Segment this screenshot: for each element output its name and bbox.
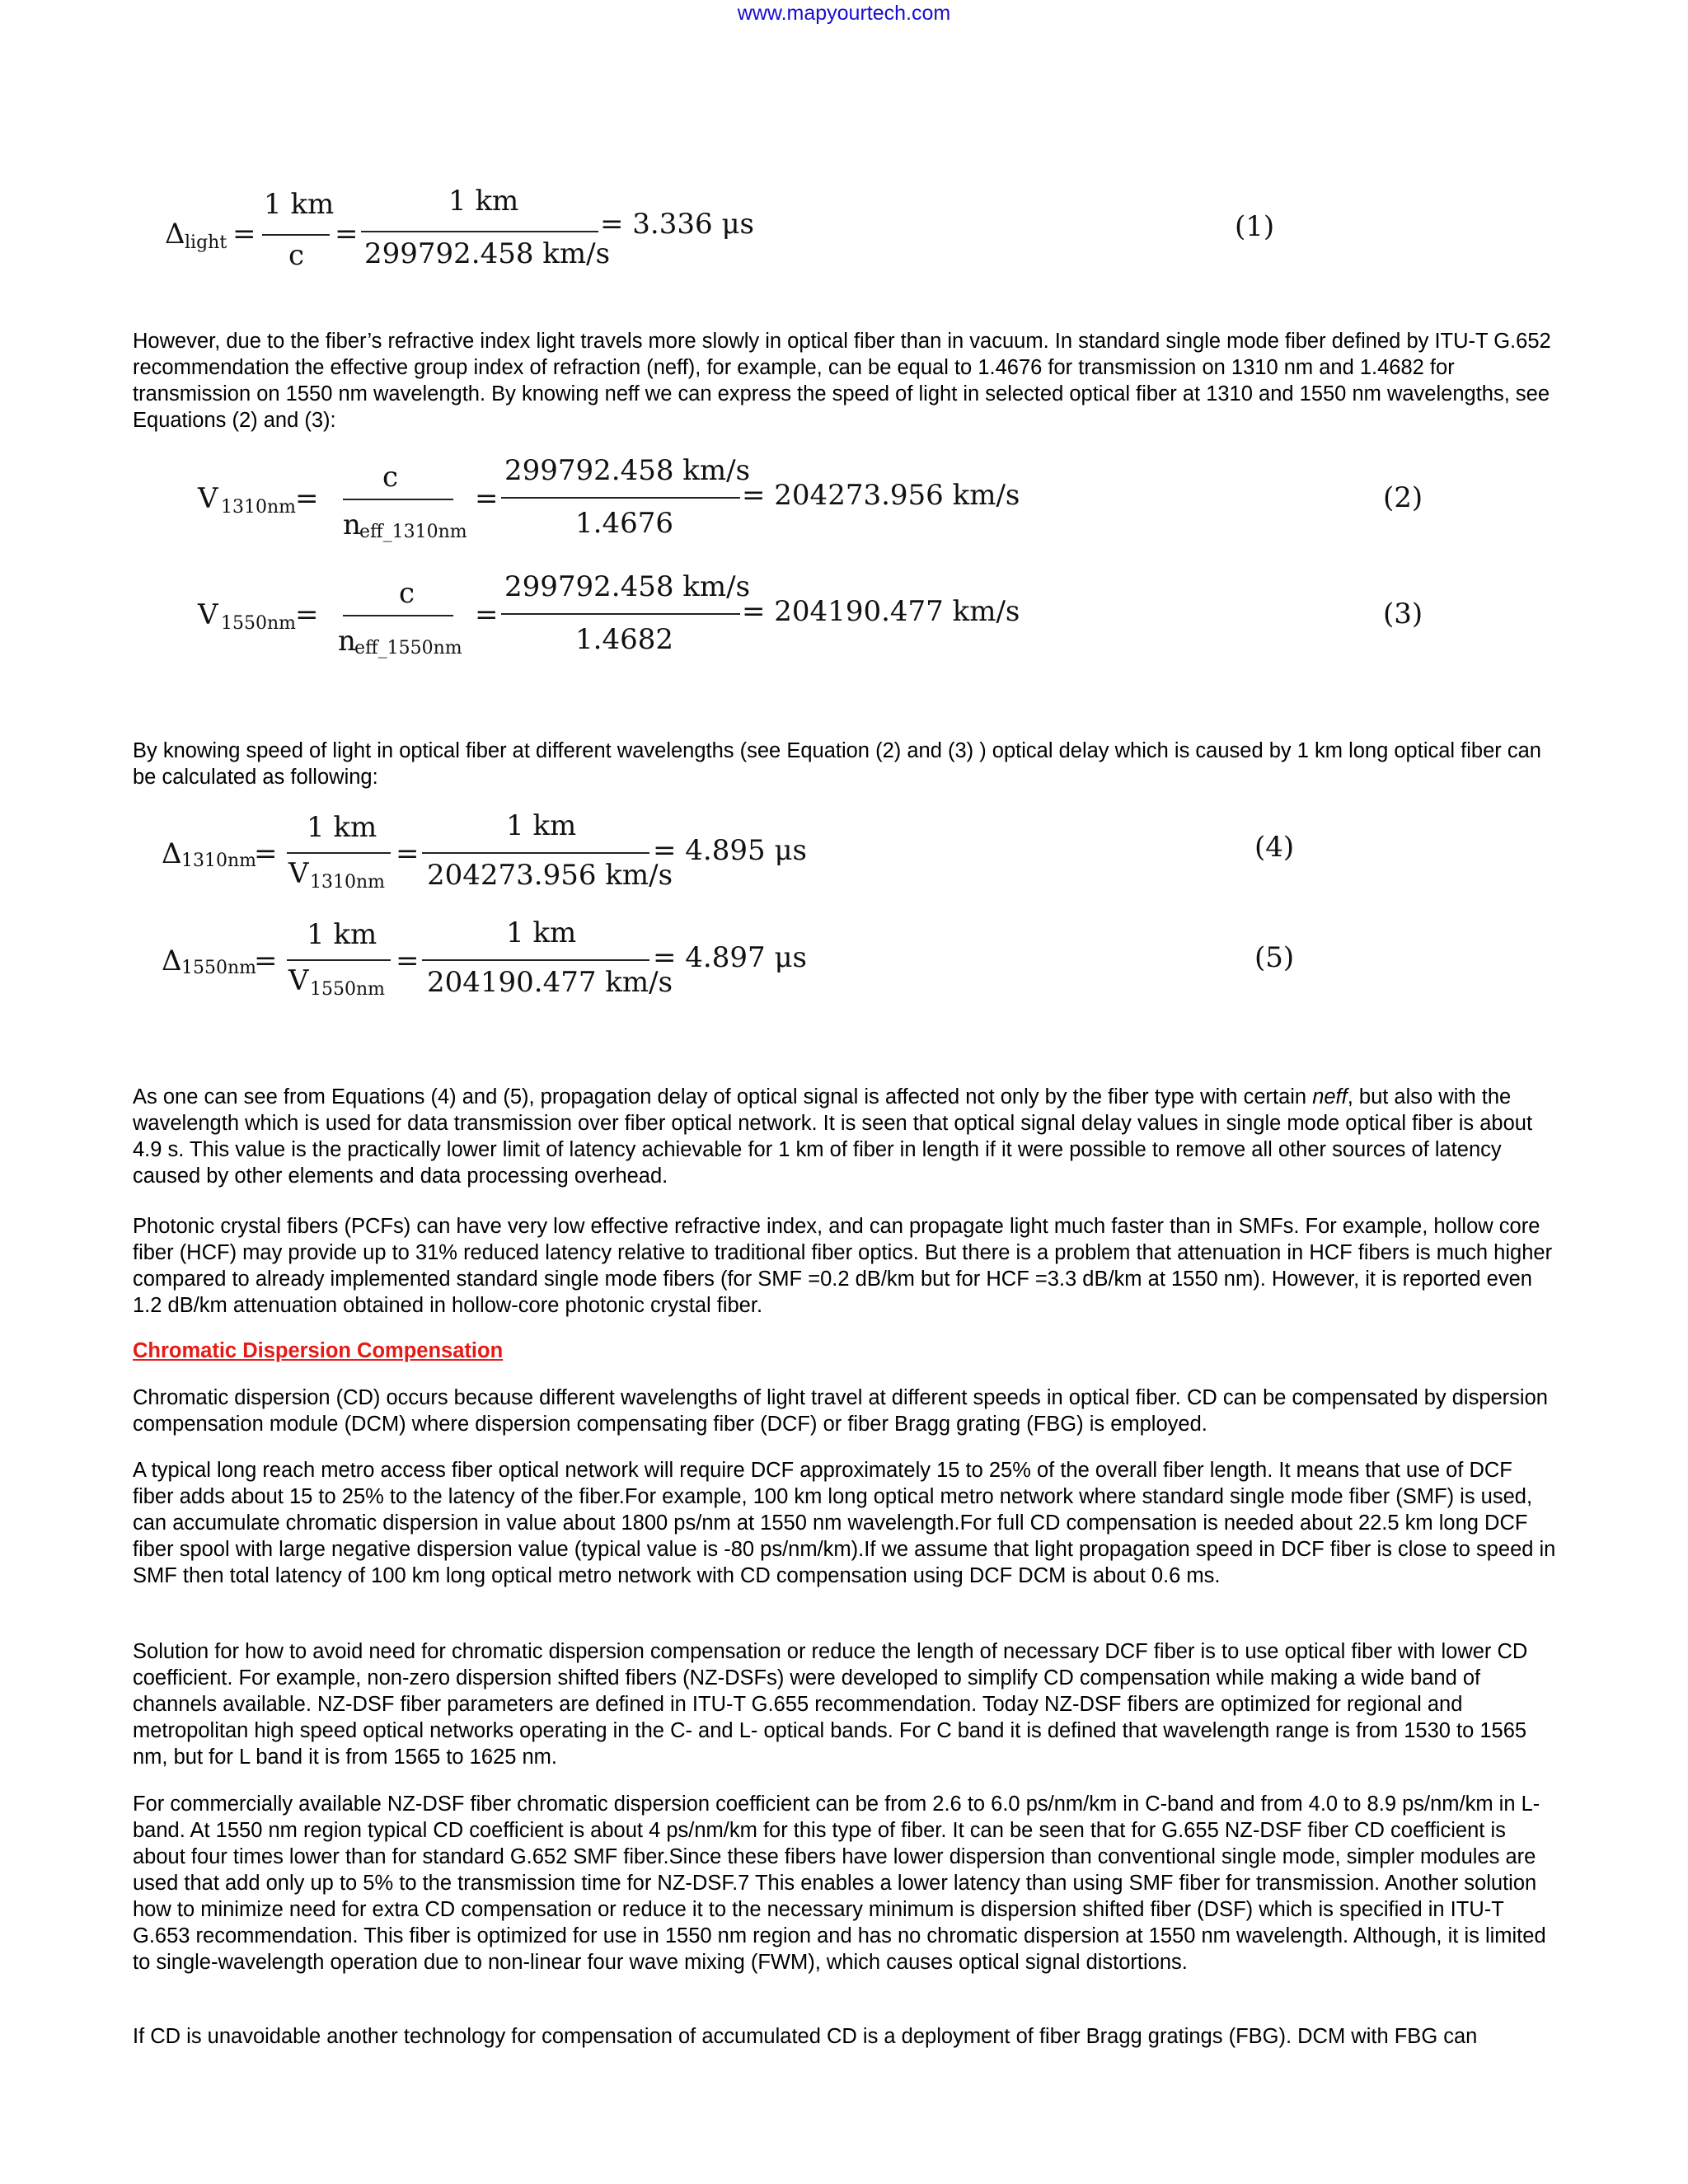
eq-equals: = <box>232 218 256 251</box>
eq-fraction-1-numerator: 1 km <box>264 188 335 221</box>
paragraph: Solution for how to avoid need for chromatic dispersion compensation or reduce the length of necessary DCF fiber is to use optical fiber with lower CD coefficient. For example, non-zero dispersion shifted fibers (NZ-DSFs) were developed to simplify CD compensation while making a wide band of channels available. NZ-DSF fiber parameters are defined in ITU-T G.655 recommendation. Today NZ-DSF fibers are optimized for regional and metropolitan high speed optical networks operating in the C- and L- optical bands. For C band it is defined that wavelength range is from 1530 to 1565 nm, but for L band it is from 1565 to 1625 nm. <box>133 1640 1528 1769</box>
eq-fraction-2-numerator: 1 km <box>506 809 577 842</box>
eq-fraction-1-denominator: c <box>288 239 305 272</box>
eq-fraction-1-denominator-subscript: eff_1550nm <box>354 638 462 658</box>
eq-result: = 4.895 μs <box>653 834 807 867</box>
equation-number: (5) <box>1254 941 1295 974</box>
eq-fraction-2-denominator: 204273.956 km/s <box>427 859 673 892</box>
eq-fraction-1-numerator: 1 km <box>307 811 377 844</box>
eq-fraction-1-bar <box>287 852 391 854</box>
paragraph: Chromatic dispersion (CD) occurs because different wavelengths of light travel at different speeds in optical fiber. CD can be compensated by dispersion compensation module (DCM) where dispersion compensating fiber (DCF) or fiber Bragg grating (FBG) is employed. <box>133 1386 1548 1436</box>
paragraph <box>133 1084 1559 1189</box>
emphasis-neff: neff <box>1312 1085 1348 1108</box>
eq-lhs-subscript: light <box>185 232 227 253</box>
eq-equals: = <box>254 837 278 870</box>
eq-fraction-2-bar <box>501 613 740 615</box>
eq-fraction-1-numerator: c <box>399 577 415 610</box>
eq-fraction-2-denominator: 1.4682 <box>575 623 673 656</box>
eq-equals: = <box>475 598 499 631</box>
eq-fraction-1-denominator: n <box>338 625 356 658</box>
paragraph: A typical long reach metro access fiber optical network will require DCF approximately 15 to 25% of the overall fiber length. It means that use of DCF fiber adds about 15 to 25% to the latency of the fiber.For example, 100 km long optical metro network where standard single mode fiber (SMF) is used, can accumulate chromatic dispersion in value about 1800 ps/nm at 1550 nm wavelength.For full CD compensation is needed about 22.5 km long DCF fiber spool with large negative dispersion value (typical value is -80 ps/nm/km).If we assume that light propagation speed in DCF fiber is close to speed in SMF then total latency of 100 km long optical metro network with CD compensation using DCF DCM is about 0.6 ms. <box>133 1459 1556 1587</box>
section-heading-link[interactable]: Chromatic Dispersion Compensation <box>133 1339 504 1362</box>
eq-lhs-subscript: 1310nm <box>181 851 257 871</box>
paragraph: If CD is unavoidable another technology for compensation of accumulated CD is a deployment of fiber Bragg gratings (FBG). DCM with FBG can <box>133 2025 1478 2048</box>
paragraph: Photonic crystal fibers (PCFs) can have very low effective refractive index, and can propagate light much faster than in SMFs. For example, hollow core fiber (HCF) may provide up to 31% reduced latency relative to traditional fiber optics. But there is a problem that attenuation in HCF fibers is much higher compared to already implemented standard single mode fibers (for SMF =0.2 dB/km but for HCF =3.3 dB/km at 1550 nm). However, it is reported even 1.2 dB/km attenuation obtained in hollow-core photonic crystal fiber. <box>133 1215 1553 1317</box>
eq-fraction-2-denominator: 299792.458 km/s <box>364 237 611 270</box>
eq-equals: = <box>254 944 278 977</box>
eq-fraction-1-bar <box>287 959 391 961</box>
eq-fraction-1-denominator: V <box>288 857 309 890</box>
eq-fraction-1-denominator: n <box>343 509 361 541</box>
eq-lhs-subscript: 1550nm <box>181 958 257 978</box>
eq-fraction-2-numerator: 299792.458 km/s <box>504 454 751 487</box>
eq-fraction-2-denominator: 1.4676 <box>575 507 673 540</box>
eq-result: = 204190.477 km/s <box>742 595 1020 628</box>
eq-fraction-1-denominator-subscript: eff_1310nm <box>359 522 467 542</box>
site-url-link[interactable]: www.mapyourtech.com <box>737 2 951 25</box>
eq-lhs-subscript: 1310nm <box>221 497 297 518</box>
eq-equals: = <box>335 218 359 251</box>
eq-equals: = <box>295 598 319 631</box>
eq-result: = 3.336 μs <box>600 208 754 241</box>
eq-fraction-2-bar <box>361 231 598 232</box>
eq-lhs-subscript: 1550nm <box>221 613 297 634</box>
eq-fraction-2-bar <box>501 497 740 499</box>
eq-result: = 4.897 μs <box>653 941 807 974</box>
eq-equals: = <box>295 482 319 515</box>
eq-lhs-symbol: V <box>198 482 218 515</box>
eq-fraction-2-numerator: 1 km <box>506 916 577 949</box>
paragraph-text: As one can see from Equations (4) and (5), propagation delay of optical signal is affected not only by the fiber type with certain <box>133 1085 1313 1108</box>
equation-number: (1) <box>1235 210 1275 243</box>
eq-equals: = <box>396 944 420 977</box>
eq-fraction-2-numerator: 299792.458 km/s <box>504 570 751 603</box>
eq-fraction-1-bar <box>262 234 330 236</box>
eq-result: = 204273.956 km/s <box>742 479 1020 512</box>
eq-fraction-1-denominator-subscript: 1310nm <box>310 872 386 893</box>
eq-lhs-symbol: Δ <box>162 837 182 870</box>
eq-lhs-symbol: Δ <box>165 218 185 251</box>
eq-fraction-1-denominator: V <box>288 964 309 997</box>
equation-number: (4) <box>1254 831 1295 864</box>
paragraph: By knowing speed of light in optical fiber at different wavelengths (see Equation (2) and (3) ) optical delay which is caused by 1 km long optical fiber can be calculated as following: <box>133 739 1541 789</box>
paragraph: For commercially available NZ-DSF fiber chromatic dispersion coefficient can be from 2.6 to 6.0 ps/nm/km in C-band and from 4.0 to 8.9 ps/nm/km in L-band. At 1550 nm region typical CD coefficient is about 4 ps/nm/km for this type of fiber. It can be seen that for G.655 NZ-DSF fiber CD coefficient is about four times lower than for standard G.652 SMF fiber.Since these fibers have lower dispersion than conventional single mode, simpler modules are used that add only up to 5% to the transmission time for NZ-DSF.7 This enables a lower latency than using SMF fiber for transmission. Another solution how to minimize need for extra CD compensation or reduce it to the necessary minimum is dispersion shifted fiber (DSF) which is specified in ITU-T G.653 recommendation. This fiber is optimized for use in 1550 nm region and has no chromatic dispersion at 1550 nm wavelength. Although, it is limited to single-wavelength operation due to non-linear four wave mixing (FWM), which causes optical signal distortions. <box>133 1793 1546 1974</box>
eq-lhs-symbol: V <box>198 598 218 631</box>
eq-fraction-2-denominator: 204190.477 km/s <box>427 966 673 999</box>
eq-fraction-1-denominator-subscript: 1550nm <box>310 979 386 1000</box>
eq-fraction-1-numerator: 1 km <box>307 918 377 951</box>
eq-fraction-2-bar <box>422 852 649 854</box>
paragraph: However, due to the fiber’s refractive index light travels more slowly in optical fiber than in vacuum. In standard single mode fiber defined by ITU-T G.652 recommendation the effective group index of refraction (neff), for example, can be equal to 1.4676 for transmission on 1310 nm and 1.4682 for transmission on 1550 nm wavelength. By knowing neff we can express the speed of light in selected optical fiber at 1310 and 1550 nm wavelengths, see Equations (2) and (3): <box>133 330 1551 432</box>
paragraph-text: , but also with the wavelength which is used for data transmission over fiber optical network. It is seen that optical signal delay values in single mode optical fiber is about 4.9 s. This value is the practically lower limit of latency achievable for 1 km of fiber in length if it were possible to remove all other sources of latency caused by other elements and data processing overhead. <box>133 1085 1533 1188</box>
eq-fraction-1-bar <box>343 615 453 616</box>
eq-lhs-symbol: Δ <box>162 944 182 977</box>
eq-fraction-1-numerator: c <box>382 461 399 494</box>
equation-number: (3) <box>1383 598 1423 630</box>
eq-fraction-2-numerator: 1 km <box>448 185 519 218</box>
eq-fraction-1-bar <box>343 499 453 500</box>
eq-equals: = <box>396 837 420 870</box>
equation-number: (2) <box>1383 481 1423 514</box>
eq-fraction-2-bar <box>422 959 649 961</box>
eq-equals: = <box>475 482 499 515</box>
